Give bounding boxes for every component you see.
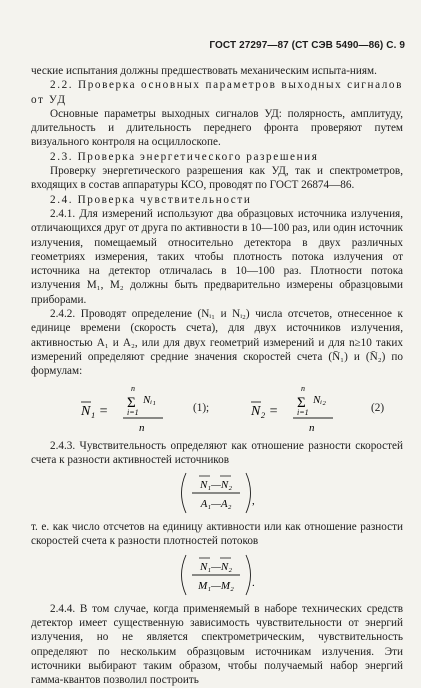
formula-3-denominator: A₁—A₂	[200, 498, 232, 511]
formula-4-denominator: M₁—M₂	[198, 579, 234, 592]
formula-2	[249, 381, 359, 435]
formula-1-lower: i=1	[127, 407, 139, 417]
page-header: ГОСТ 27297—87 (СТ СЭВ 5490—86) С. 9	[209, 40, 405, 51]
paragraph-2-2: Основные параметры выходных сигналов УД: полярность, амплитуду, длительность и длительность переднего фронта проверяют путем визуального контроля на осциллоскопе.	[31, 107, 403, 149]
formula-4-tail: .	[252, 576, 255, 589]
formula-1	[79, 381, 189, 435]
paragraph-continuation: ческие испытания должны предшествовать механическим испыта-ниям.	[31, 65, 377, 77]
formula-2-label: (2)	[371, 401, 385, 414]
formula-1-sum: Σ	[127, 394, 136, 411]
formula-2-lower: i=1	[297, 407, 309, 417]
formula-2-term: Nᵢ₂	[313, 393, 326, 406]
formula-sensitivity-activity	[31, 470, 403, 516]
formula-3-numerator: N₁—N₂	[199, 479, 233, 492]
paragraph-2-4-1: 2.4.1. Для измерений используют два образцовых источника излучения, отличающихся друг от друга по активности в 10—100 раз, или один источник излучения, помещаемый относительно детектора в двух различных геометриях измерения, таких чтобы плотность потока излучения от источника на детектор отличалась в 10—100 раз. Плотности потока излучения M₁, M₂ должны быть предварительно измерены образцовыми приборами.	[31, 207, 403, 306]
formula-2-lhs: N₂ =	[251, 403, 279, 419]
formula-2-sum: Σ	[297, 394, 306, 411]
formula-2-denominator: n	[309, 421, 315, 434]
formula-1-lhs: N₁ =	[81, 403, 109, 419]
formula-1-upper: n	[131, 383, 135, 393]
formula-1-label: (1);	[193, 401, 210, 414]
formula-1-denominator: n	[139, 421, 145, 434]
formula-row-mean-rates	[31, 381, 403, 435]
paragraph-2-4-3-continued: т. е. как число отсчетов на единицу активности или как отношение разности скоростей счета к разности плотностей потоков	[31, 521, 403, 548]
paragraph-2-3: Проверку энергетического разрешения как УД, так и спектрометров, входящих в состав аппаратуры КСО, проводят по ГОСТ 26874—86.	[31, 165, 403, 192]
formula-3-tail: ,	[252, 495, 255, 508]
document-body	[31, 64, 403, 688]
paragraph-2-4-4: 2.4.4. В том случае, когда применяемый в наборе технических средств детектор имеет существенную зависимость чувствительности от энергий излучения, но не является спектрометрическим, чувствительность определяют по нескольким образцовым источникам излучения. Эти источники выбирают таким образом, чтобы получаемый набор энергий гамма-квантов позволил построить	[31, 602, 403, 687]
section-heading-2-4: 2.4. Проверка чувствительности	[50, 193, 252, 206]
paragraph-2-4-2: 2.4.2. Проводят определение (Nᵢ₁ и Nᵢ₂) числа отсчетов, отнесенное к единице времени (скорость счета), для двух источников излучения, активностью A₁ и A₂, или для двух геометрий измерений и для n≥10 таких измерений определяют средние значения скоростей счета (N̄₁) и (N̄₂) по формулам:	[31, 308, 403, 378]
formula-2-upper: n	[301, 383, 305, 393]
section-heading-2-2: 2.2. Проверка основных параметров выходных сигналов от УД	[31, 79, 403, 106]
formula-1-term: Nᵢ₁	[143, 393, 156, 406]
section-heading-2-3: 2.3. Проверка энергетического разрешения	[50, 150, 319, 163]
formula-4-numerator: N₁—N₂	[199, 560, 233, 573]
paragraph-2-4-3: 2.4.3. Чувствительность определяют как отношение разности скоростей счета к разности активностей источников	[31, 439, 403, 466]
formula-sensitivity-flux	[31, 552, 403, 598]
